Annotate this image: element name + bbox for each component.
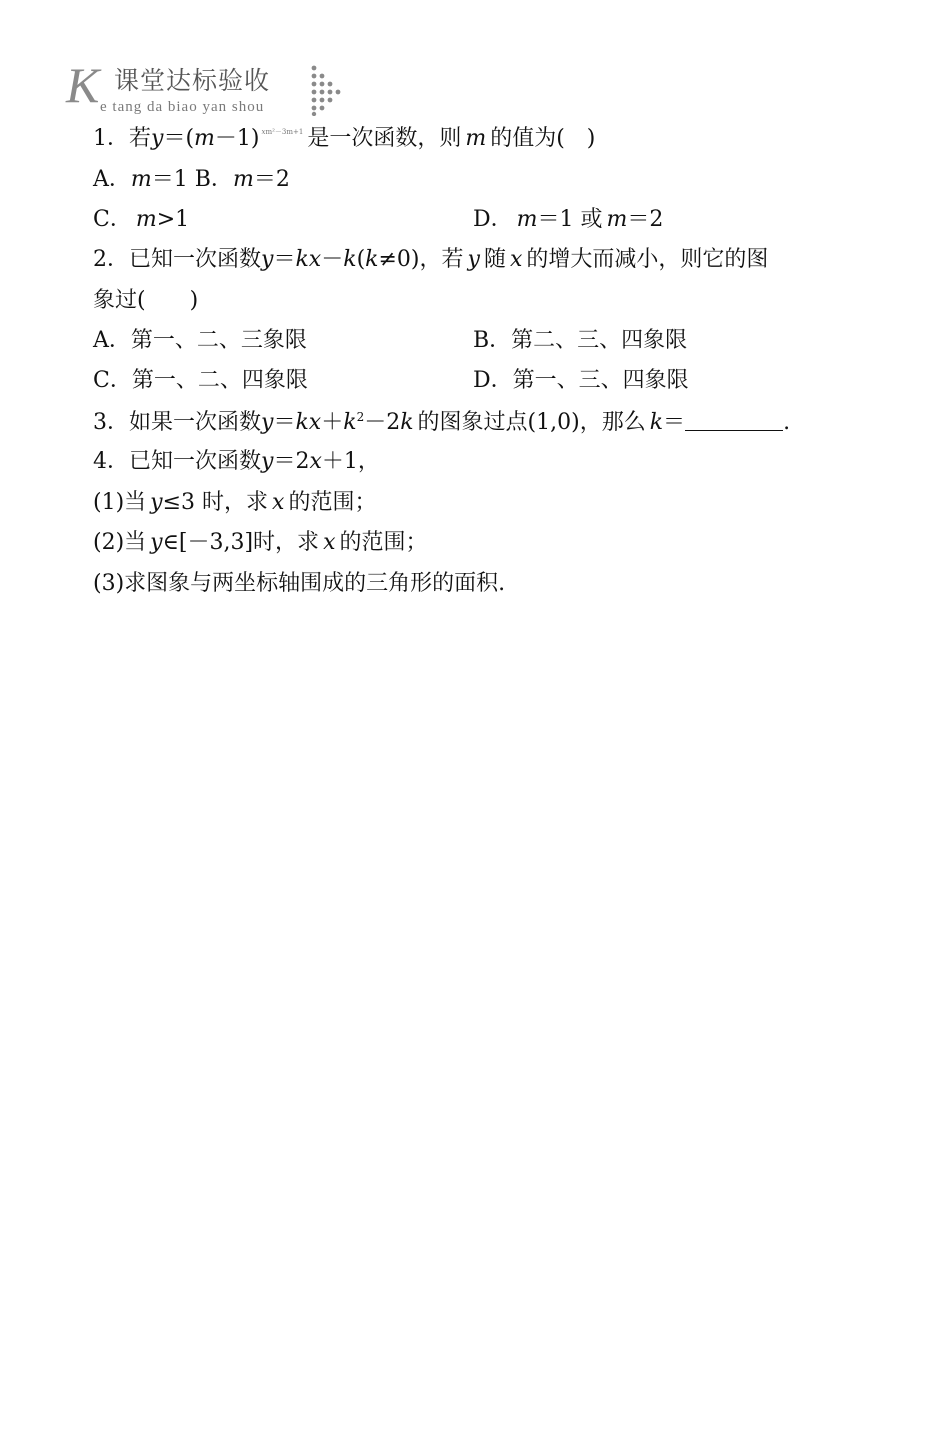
q4-p3: (3)求图象与两坐标轴围成的三角形的面积. (93, 571, 506, 596)
q2-var-kx: kx (295, 247, 322, 272)
q1-opt-c-label: C． (93, 207, 132, 232)
q1-opt-d-val1: ＝1 或 (537, 207, 603, 232)
q4-p2-a: (2)当 (93, 530, 147, 555)
q2-var-y2: y (467, 247, 480, 272)
q2-paren: ( (356, 247, 366, 272)
q2-var-x: x (509, 247, 523, 272)
q3-eq: ＝ (273, 410, 296, 435)
q4-a: 4．已知一次函数 (93, 449, 261, 474)
q3-end: . (783, 410, 791, 435)
q1-opt-d-var2: m (606, 207, 628, 232)
q4-p2-var-y: y (150, 530, 163, 555)
q2-option-b (473, 330, 687, 352)
q4-p1-a: (1)当 (93, 490, 147, 515)
q4-part-2 (93, 532, 428, 554)
q4-p2-var-x: x (323, 530, 336, 555)
q3-square: 2 (356, 410, 365, 424)
question-2-stem-line2 (93, 290, 198, 312)
q4-p2-b: ∈[－3,3]时，求 (162, 530, 320, 555)
q3-a: 3．如果一次函数 (93, 410, 261, 435)
q2-var-k2: k (365, 247, 379, 272)
q4-p1-c: 的范围； (288, 490, 377, 515)
q1-opt-b-var: m (232, 167, 254, 192)
q1-tail-a: 是一次函数，则 (307, 126, 462, 151)
q2-line1-b: 的增大而减小，则它的图 (526, 247, 769, 272)
question-4-stem (93, 451, 380, 473)
q1-eq: ＝( (163, 126, 195, 151)
q3-plus: ＋ (321, 410, 344, 435)
q3-minus2: －2 (364, 410, 401, 435)
q1-option-a-b (93, 169, 290, 191)
q1-opt-a-val: ＝1 (151, 167, 188, 192)
q3-answer-blank[interactable] (685, 412, 783, 431)
q1-tail-b: 的值为( ) (490, 126, 596, 151)
q1-number: 1．若 (93, 126, 151, 151)
q3-var-kx: kx (295, 410, 322, 435)
q2-minus: － (321, 247, 344, 272)
q2-opt-b-text: B．第二、三、四象限 (473, 328, 688, 353)
q1-opt-d-var1: m (516, 207, 538, 232)
dotted-arrow-icon (308, 64, 342, 116)
q1-option-d (473, 209, 663, 231)
q1-var-m: m (194, 126, 215, 151)
q4-var-x: x (309, 449, 322, 474)
q2-var-y: y (261, 247, 274, 272)
q3-var-k3: k (649, 410, 664, 435)
section-header (66, 57, 356, 122)
q1-opt-b-val: ＝2 (253, 167, 290, 192)
header-k-letter: K (66, 57, 100, 113)
q4-p1-var-x: x (272, 490, 285, 515)
q3-var-y: y (261, 410, 274, 435)
q1-exponent (262, 128, 304, 136)
question-3-stem (93, 411, 790, 434)
q1-opt-c-var: m (135, 207, 157, 232)
q2-option-d (473, 370, 689, 392)
q2-option-c (93, 370, 308, 392)
q1-exp-base: x (261, 128, 266, 136)
q1-opt-d-val2: ＝2 (627, 207, 664, 232)
q1-exp-power: m²－3m+1 (265, 128, 304, 136)
q3-eq2: ＝ (663, 410, 686, 435)
q2-eq: ＝ (273, 247, 296, 272)
q4-c: ＋1， (321, 449, 380, 474)
q3-var-k: k (343, 410, 357, 435)
q2-line1-a: 2．已知一次函数 (93, 247, 261, 272)
q1-opt-a-var: m (130, 167, 152, 192)
q2-opt-c-text: C．第一、二、四象限 (93, 368, 308, 393)
q1-opt-b-label: B． (194, 167, 233, 192)
q3-b: 的图象过点(1,0)，那么 (417, 410, 646, 435)
q2-var-k: k (343, 247, 357, 272)
q4-b: ＝2 (273, 449, 310, 474)
q1-opt-c-val: >1 (156, 207, 190, 232)
q2-line2: 象过( ) (93, 288, 199, 313)
q2-neq: ≠0)，若 (378, 247, 464, 272)
q1-option-c (93, 209, 189, 231)
q1-minus-one: －1) (214, 126, 260, 151)
q4-p1-b: ≤3 时，求 (162, 490, 269, 515)
question-2-stem-line1 (93, 249, 768, 271)
q1-opt-d-label: D． (473, 207, 513, 232)
q4-var-y: y (261, 449, 274, 474)
q2-opt-a-text: A．第一、二、三象限 (93, 328, 307, 353)
q3-var-k2: k (400, 410, 414, 435)
q4-p1-var-y: y (150, 490, 163, 515)
q4-part-1 (93, 492, 376, 514)
q2-sui: 随 (483, 247, 506, 272)
q2-option-a (93, 330, 307, 352)
question-1-stem (93, 128, 595, 150)
q4-p2-c: 的范围； (339, 530, 428, 555)
q1-var-y: y (151, 126, 164, 151)
q1-var-m2: m (465, 126, 487, 151)
header-title: 课堂达标验收 (114, 66, 271, 95)
header-pinyin: e tang da biao yan shou (100, 99, 265, 115)
q2-opt-d-text: D．第一、三、四象限 (473, 368, 689, 393)
q4-part-3 (93, 573, 505, 595)
q1-opt-a-label: A． (93, 167, 131, 192)
